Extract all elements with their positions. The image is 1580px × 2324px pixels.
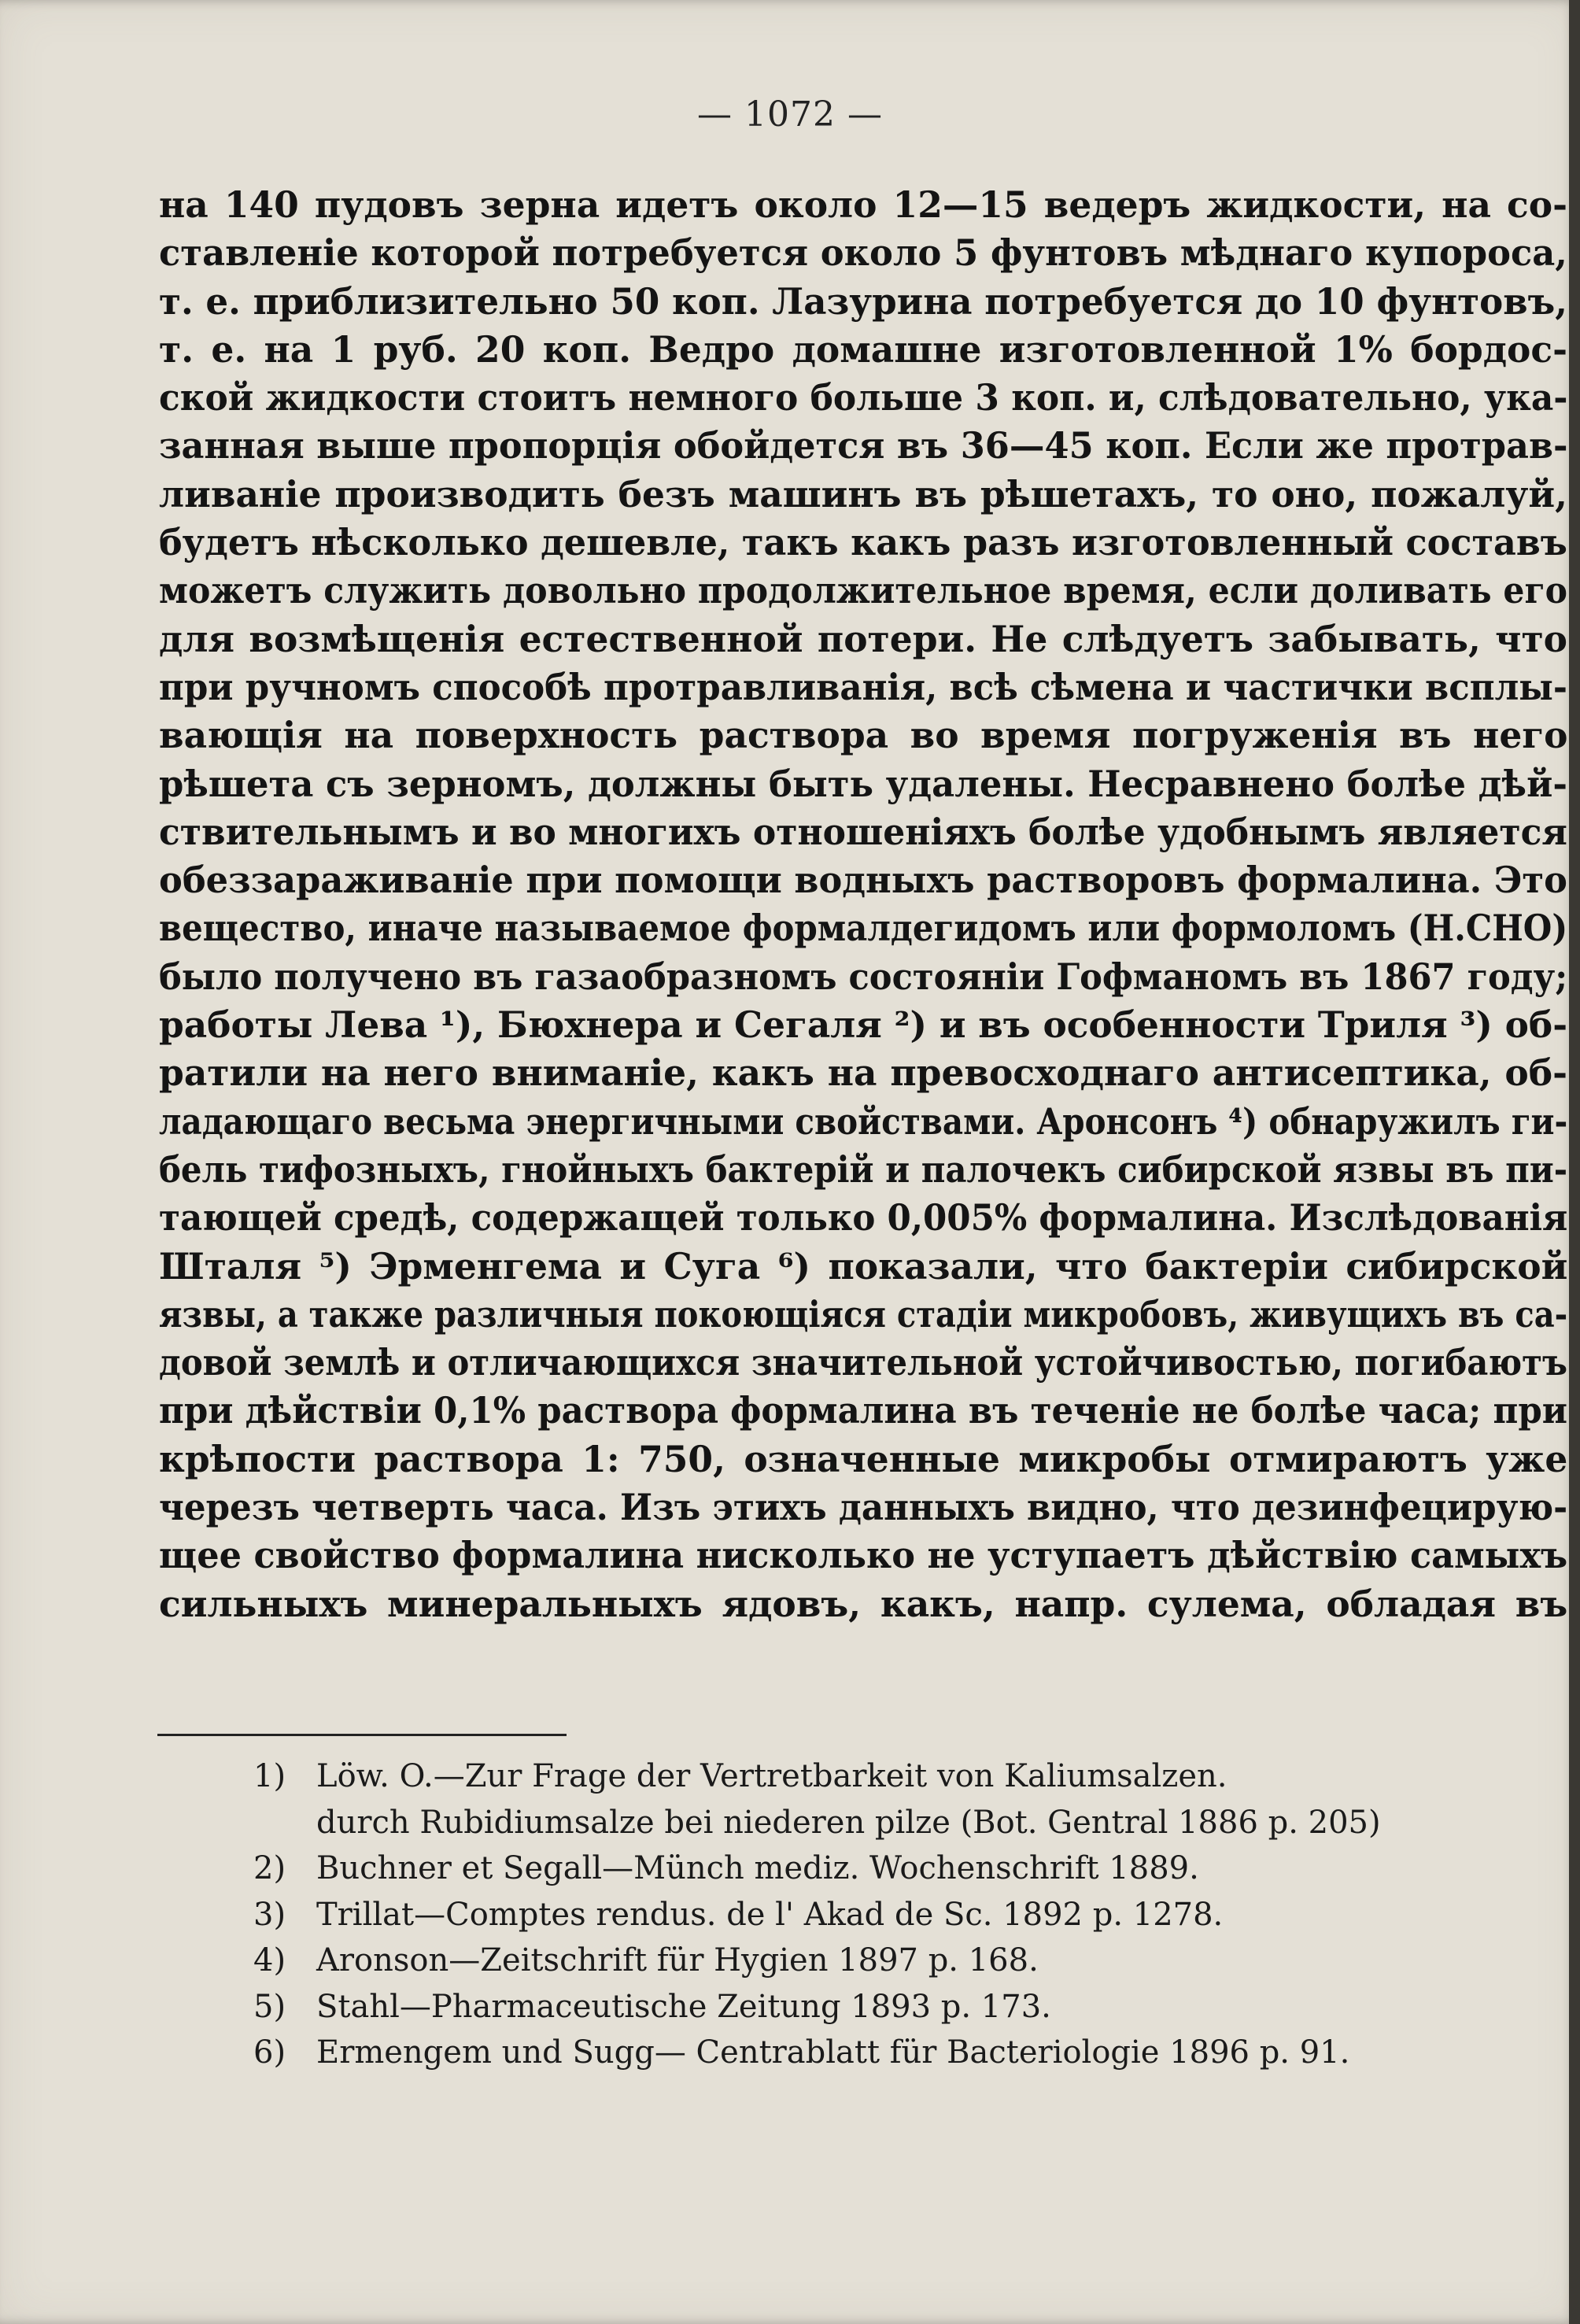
footnote-text: Trillat—Comptes rendus. de l' Akad de Sc. 1892 p. 1278. xyxy=(316,1896,1224,1933)
footnote-number: 1) xyxy=(253,1758,286,1794)
body-line: ладающаго весьма энергичными свойствами. Аронсонъ ⁴) обнаружилъ ги- xyxy=(159,1099,1568,1143)
body-line: крѣпости раствора 1: 750, означенные микробы отмираютъ уже xyxy=(159,1437,1568,1480)
body-line: вающія на поверхность раствора во время погруженія въ него xyxy=(159,714,1568,757)
footnotes xyxy=(253,1753,1560,2076)
body-line: можетъ служить довольно продолжительное время, если доливать его xyxy=(159,569,1567,612)
body-line: т. е. на 1 руб. 20 коп. Ведро домашне изготовленной 1% бордос- xyxy=(159,327,1567,371)
page-number: — 1072 — xyxy=(697,94,883,135)
footnote-number: 2) xyxy=(253,1850,286,1886)
footnote-text: Ermengem und Sugg— Centrablatt für Bacteriologie 1896 p. 91. xyxy=(316,2034,1350,2071)
body-line: ствительнымъ и во многихъ отношеніяхъ болѣе удобнымъ является xyxy=(159,810,1567,853)
footnote-number: 5) xyxy=(253,1988,286,2025)
body-line: щее свойство формалина нисколько не уступаетъ дѣйствію самыхъ xyxy=(159,1534,1568,1577)
footnote-5 xyxy=(253,1984,1560,2030)
body-line: работы Лева ¹), Бюхнера и Сегаля ²) и въ особенности Триля ³) об- xyxy=(159,1003,1568,1047)
page-edge xyxy=(1569,0,1580,2324)
footnote-number: 3) xyxy=(253,1896,286,1933)
body-line: т. е. приблизительно 50 коп. Лазурина потребуется до 10 фунтовъ, xyxy=(159,279,1567,323)
footnote-number: 6) xyxy=(253,2034,286,2071)
body-line: рѣшета съ зерномъ, должны быть удалены. Несравнено болѣе дѣй- xyxy=(159,762,1567,805)
footnote-2 xyxy=(253,1846,1560,1892)
footnote-3 xyxy=(253,1892,1560,1938)
body-line: ской жидкости стоитъ немного больше 3 коп. и, слѣдовательно, ука- xyxy=(159,376,1568,419)
footnote-text: Buchner et Segall—Münch mediz. Wochenschrift 1889. xyxy=(316,1850,1199,1886)
footnote-text: Aronson—Zeitschrift für Hygien 1897 p. 168. xyxy=(316,1942,1039,1979)
body-line: сильныхъ минеральныхъ ядовъ, какъ, напр. сулема, обладая въ xyxy=(159,1582,1568,1625)
footnote-number: 4) xyxy=(253,1942,286,1979)
body-line: тающей средѣ, содержащей только 0,005% формалина. Изслѣдованія xyxy=(159,1196,1568,1240)
body-line: ливаніе производить безъ машинъ въ рѣшетахъ, то оно, пожалуй, xyxy=(159,472,1567,515)
body-line: язвы, а также различныя покоющіяся стадіи микробовъ, живущихъ въ са- xyxy=(159,1292,1568,1336)
footnote-4 xyxy=(253,1938,1560,1984)
body-line: вещество, иначе называемое формалдегидомъ или формоломъ (Н.СНО) xyxy=(159,907,1568,950)
body-line: при дѣйствіи 0,1% раствора формалина въ теченіе не болѣе часа; при xyxy=(159,1389,1568,1432)
footnote-1-continuation: durch Rubidiumsalze bei niederen pilze (Bot. Gentral 1886 p. 205) xyxy=(316,1804,1381,1841)
body-line: будетъ нѣсколько дешевле, такъ какъ разъ изготовленный составъ xyxy=(159,521,1567,564)
body-line: при ручномъ способѣ протравливанія, всѣ сѣмена и частички всплы- xyxy=(159,665,1567,708)
footnote-separator-rule xyxy=(157,1734,567,1736)
body-line: черезъ четверть часа. Изъ этихъ данныхъ видно, что дезинфецирую- xyxy=(159,1486,1568,1529)
body-line: Шталя ⁵) Эрменгема и Суга ⁶) показали, что бактеріи сибирской xyxy=(159,1244,1568,1288)
footnote-text: Löw. O.—Zur Frage der Vertretbarkeit von Kaliumsalzen. xyxy=(316,1758,1227,1794)
body-line: ратили на него вниманіе, какъ на превосходнаго антисептика, об- xyxy=(159,1051,1567,1095)
body-line: довой землѣ и отличающихся значительной устойчивостью, погибаютъ xyxy=(159,1341,1568,1384)
body-text xyxy=(159,181,1567,1628)
body-line: обеззараживаніе при помощи водныхъ растворовъ формалина. Это xyxy=(159,859,1567,902)
footnote-6 xyxy=(253,2030,1560,2076)
body-line: на 140 пудовъ зерна идетъ около 12—15 ведеръ жидкости, на со- xyxy=(159,183,1567,226)
body-line: занная выше пропорція обойдется въ 36—45 коп. Если же протрав- xyxy=(159,424,1568,467)
body-line: было получено въ газаобразномъ состояніи Гофманомъ въ 1867 году; xyxy=(159,955,1568,998)
footnote-1 xyxy=(253,1753,1560,1800)
body-line: ставленіе которой потребуется около 5 фунтовъ мѣднаго купороса, xyxy=(159,231,1567,275)
body-line: бель тифозныхъ, гнойныхъ бактерій и палочекъ сибирской язвы въ пи- xyxy=(159,1147,1568,1191)
body-line: для возмѣщенія естественной потери. Не слѣдуетъ забывать, что xyxy=(159,617,1567,660)
footnote-text: Stahl—Pharmaceutische Zeitung 1893 p. 173. xyxy=(316,1988,1051,2025)
